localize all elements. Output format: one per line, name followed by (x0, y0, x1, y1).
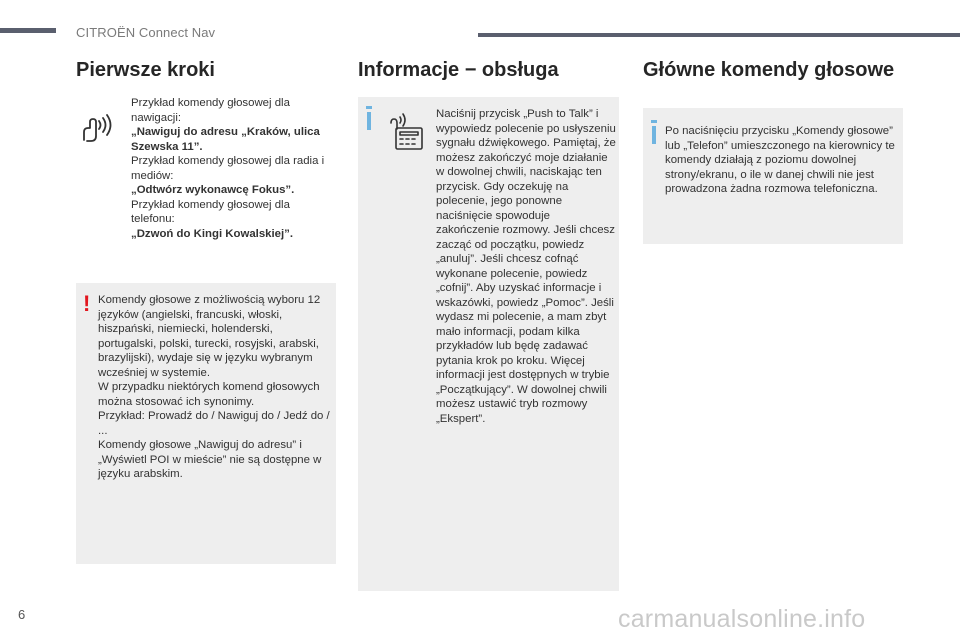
example-nav-command: „Nawiguj do adresu „Kraków, ulica Szewska 11”. (131, 126, 320, 153)
header-rule-right (478, 33, 960, 37)
info-usage-text: Naciśnij przycisk „Push to Talk” i wypowiedz polecenie po usłyszeniu sygnału dźwiękowego. Pamiętaj, że możesz zakończyć moje działanie w dowolnej chwili, naciskając ten przycisk. Gdy oczekuję na polecenie, jego ponowne naciśnięcie spowoduje zakończenie rozmowy. Jeśli chcesz zacząć od początku, powiedz „anuluj”. Jeśli chcesz cofnąć wykonane polecenie, powiedz „cofnij”. Aby uzyskać informacje i wskazówki, powiedz „Pomoc”. Jeśli wydasz mi polecenie, a mam zbyt mało informacji, podam kilka przykładów lub będę zadawać pytania krok po kroku. Więcej informacji jest dostępnych w trybie „Początkujący”. W dowolnej chwili możesz ustawić tryb rozmowy „Ekspert”. (436, 108, 616, 425)
watermark: carmanualsonline.info (618, 605, 866, 633)
header-brand: CITROËN Connect Nav (76, 25, 216, 40)
warning-paragraph: W przypadku niektórych komend głosowych można stosować ich synonimy. (98, 381, 320, 408)
warning-paragraph: Komendy głosowe „Nawiguj do adresu” i „Wyświetl POI w mieście” nie są dostępne w języku arabskim. (98, 439, 322, 480)
header-rule-left (0, 28, 56, 33)
warning-paragraph: Komendy głosowe z możliwością wyboru 12 języków (angielski, francuski, włoski, hiszpański, niemiecki, holenderski, portugalski, polski, turecki, rosyjski, arabski, brazylijski), wydaje się w języku wybranym wcześniej w systemie. (98, 294, 321, 379)
info-marker-icon (652, 126, 656, 144)
voice-command-icon (80, 110, 116, 146)
warning-exclamation-icon: ! (83, 291, 91, 316)
info-marker-icon (367, 112, 371, 130)
page-number: 6 (18, 607, 26, 622)
section-title-info-usage: Informacje − obsługa (358, 59, 559, 81)
example-radio-label: Przykład komendy głosowej dla radia i mediów: (131, 155, 325, 182)
info-usage-panel (358, 97, 619, 591)
warning-paragraph: Przykład: Prowadź do / Nawiguj do / Jedź do / ... (98, 410, 330, 437)
first-steps-examples (131, 96, 331, 241)
example-nav-label: Przykład komendy głosowej dla nawigacji: (131, 97, 290, 124)
section-title-first-steps: Pierwsze kroki (76, 59, 215, 81)
warning-text (98, 293, 330, 482)
warning-panel (76, 283, 336, 564)
example-radio-command: „Odtwórz wykonawcę Fokus”. (131, 184, 295, 196)
voice-command-keypad-icon (388, 111, 424, 151)
main-commands-panel (643, 108, 903, 244)
section-title-main-commands: Główne komendy głosowe (643, 59, 895, 81)
main-commands-text: Po naciśnięciu przycisku „Komendy głosowe” lub „Telefon” umieszczonego na kierownicy te komendy działają z poziomu dowolnej strony/ekranu, o ile w danej chwili nie jest prowadzona żadna rozmowa telefoniczna. (665, 125, 895, 195)
example-phone-command: „Dzwoń do Kingi Kowalskiej”. (131, 227, 294, 240)
example-phone-label: Przykład komendy głosowej dla telefonu: (131, 198, 290, 225)
